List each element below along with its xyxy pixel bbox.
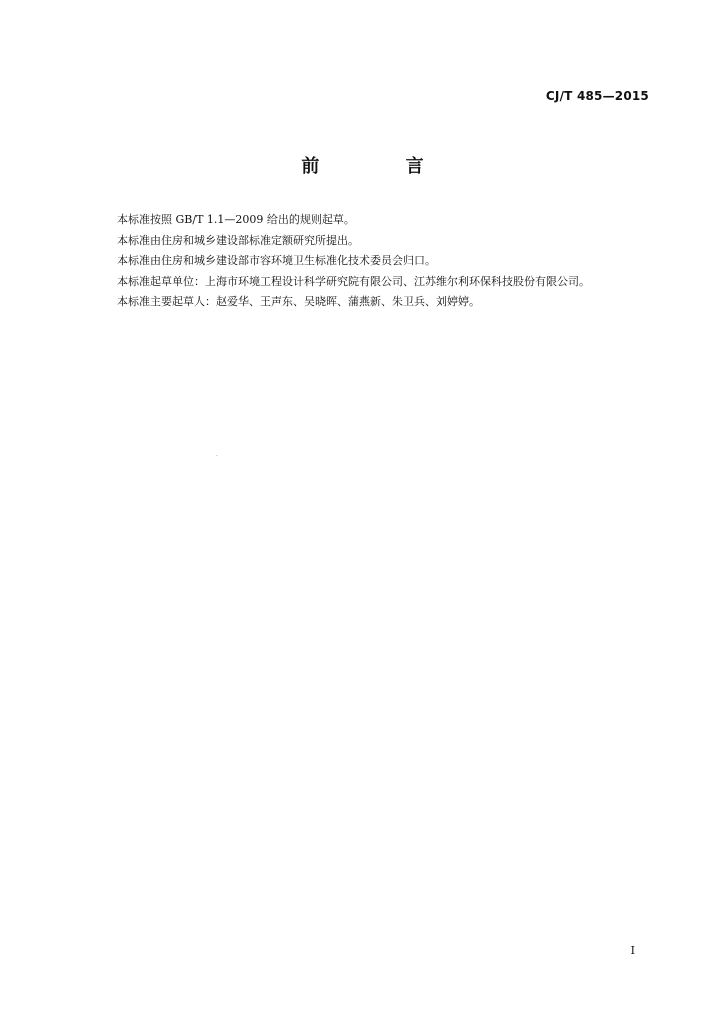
preface-line-drafters: 本标准主要起草人：赵爱华、王声东、吴晓晖、蒲燕新、朱卫兵、刘婷婷。 <box>117 295 480 308</box>
preface-line-committee: 本标准由住房和城乡建设部市容环境卫生标准化技术委员会归口。 <box>117 254 436 267</box>
standard-code: CJ/T 485—2015 <box>545 89 649 103</box>
preface-line-proposer: 本标准由住房和城乡建设部标准定额研究所提出。 <box>117 233 359 247</box>
page-title: 前 言 <box>301 156 464 177</box>
scan-artifact-mark: · <box>216 453 218 460</box>
preface-line-drafting-rules: 本标准按照 GB/T 1.1—2009 给出的规则起草。 <box>117 213 355 226</box>
preface-body <box>117 210 677 313</box>
page-number: I <box>630 944 635 957</box>
preface-line-drafting-units: 本标准起草单位：上海市环境工程设计科学研究院有限公司、江苏维尔利环保科技股份有限公司。 <box>117 274 590 288</box>
